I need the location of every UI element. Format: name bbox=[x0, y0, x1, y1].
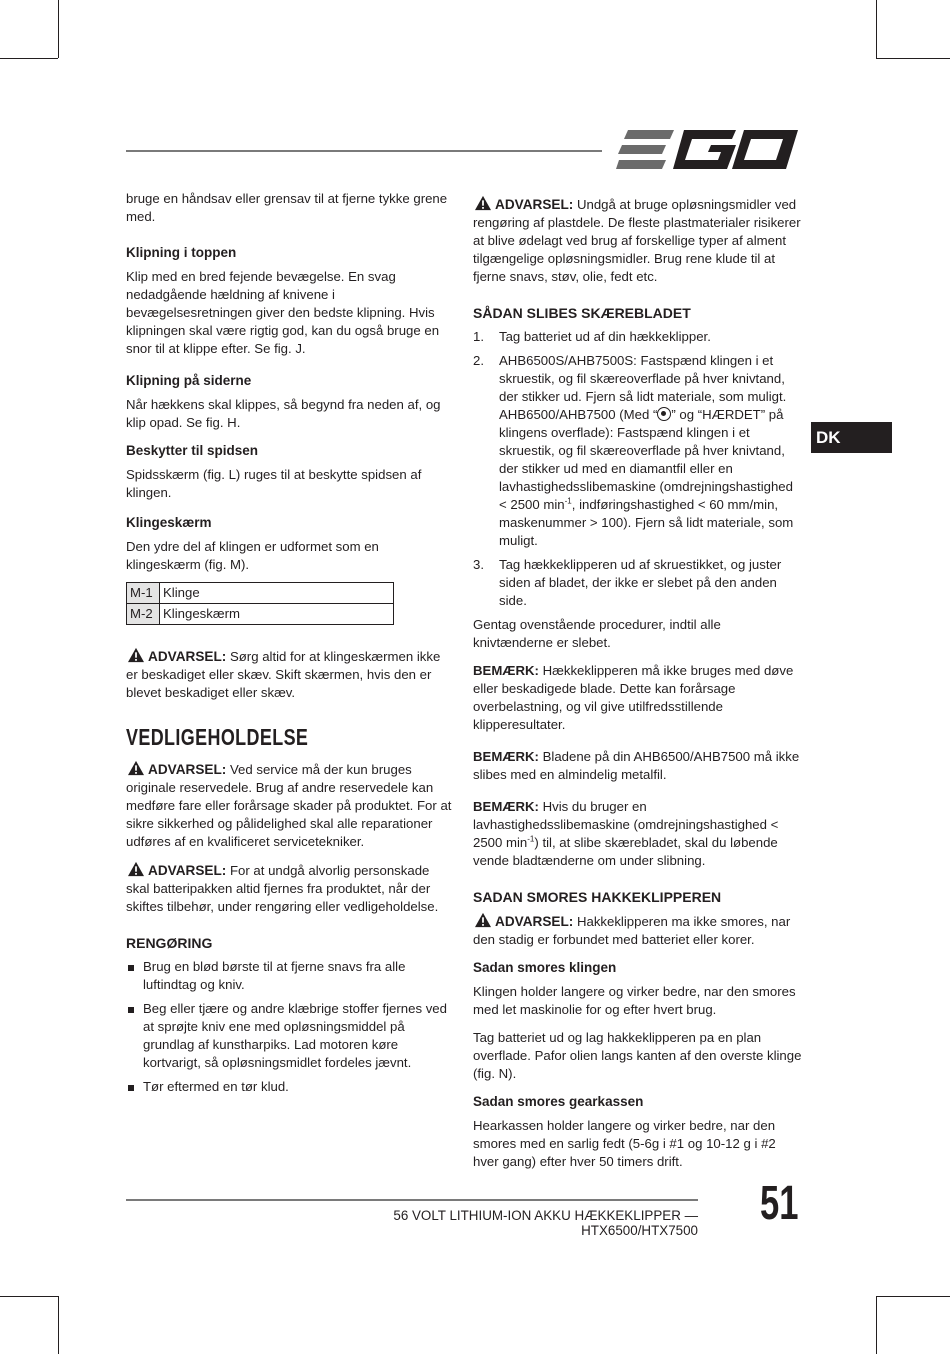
maintenance-heading: VEDLIGEHOLDELSE bbox=[126, 724, 309, 750]
warning-label: ADVARSEL: bbox=[495, 914, 574, 929]
warning-label: ADVARSEL: bbox=[148, 863, 227, 878]
side-cutting-text: Når hækkens skal klippes, så begynd fra neden af, og klip opad. Se fig. H. bbox=[126, 397, 441, 430]
step-text: Tag batteriet ud af din hækkeklipper. bbox=[499, 329, 711, 344]
language-tab bbox=[811, 422, 892, 453]
blade-guard-text: Den ydre del af klingen er udformet som en klingeskærm (fig. M). bbox=[126, 539, 379, 572]
blade-lube-heading: Sadan smores klingen bbox=[473, 960, 617, 975]
warning-triangle-icon bbox=[126, 861, 146, 877]
side-cutting-heading: Klipning på siderne bbox=[126, 373, 252, 388]
intro-paragraph: bruge en håndsav eller grensav til at fjerne tykke grene med. bbox=[126, 191, 448, 224]
cleaning-heading: RENGØRING bbox=[126, 935, 213, 951]
warning-triangle-icon bbox=[473, 195, 493, 211]
note-text: ) til, at slibe skærebladet, skal du løbende vende bladtænderne om under slibning. bbox=[473, 835, 778, 868]
gear-symbol-icon bbox=[657, 407, 671, 421]
note-metal-file bbox=[473, 748, 803, 784]
list-item-text: Beg eller tjære og andre klæbrige stoffer fjernes ved at sprøjte kniv ene med opløsningsmiddel på grundlag af kunstharpiks. Lad motoren køre kortvarigt, så opløsningsmidlet fordeles jævnt. bbox=[143, 1001, 447, 1070]
footer-rule bbox=[126, 1199, 698, 1201]
crop-mark bbox=[876, 0, 877, 58]
top-cutting-heading: Klipning i toppen bbox=[126, 245, 237, 260]
crop-mark bbox=[58, 0, 59, 58]
step-text: AHB6500S/AHB7500S: Fastspænd klingen i et skruestik, og fil skæreoverflade på hver knivtand, der stikker ud. Fjern så lidt materiale, som muligt. AHB6500/AHB7500 (Med “ bbox=[499, 353, 787, 422]
table-cell-code: M-1 bbox=[127, 583, 160, 604]
warning-triangle-icon bbox=[126, 647, 146, 663]
superscript: -1 bbox=[564, 496, 572, 506]
lubrication-heading: SADAN SMORES HAKKEKLIPPEREN bbox=[473, 889, 722, 905]
note-text: Hvis du bruger en lavhastighedsslibemaskine (omdrejningshastighed < 2500 min bbox=[473, 799, 779, 850]
warning-lubrication bbox=[473, 912, 803, 949]
tip-protector-heading: Beskytter til spidsen bbox=[126, 443, 259, 458]
bullet-square-icon bbox=[128, 1007, 134, 1013]
warning-text: Sørg altid for at klingeskærmen ikke er beskadiget eller skæv. Skift skærmen, hvis den er blevet beskadiget eller skæv. bbox=[126, 649, 441, 700]
warning-text: For at undgå alvorlig personskade skal batteripakken altid fjernes fra produktet, når der skiftes tilbehør, under rengøring eller vedligeholdelse. bbox=[126, 863, 439, 914]
step-number: 2. bbox=[473, 353, 484, 368]
warning-text: Undgå at bruge opløsningsmidler ved rengøring af plastdele. De fleste plastmaterialer risikerer at blive ødelagt ved brug af forskellige typer af alment tilgængelige opløsningsmidler. Brug rene klude til at fjerne snavs, støv, olie, fedt etc. bbox=[473, 197, 801, 284]
list-item bbox=[473, 328, 803, 346]
page-number: 51 bbox=[760, 1177, 799, 1230]
step-number: 3. bbox=[473, 557, 484, 572]
figure-legend-table bbox=[126, 582, 394, 625]
note-label: BEMÆRK: bbox=[473, 749, 539, 764]
warning-solvents bbox=[473, 195, 803, 286]
warning-label: ADVARSEL: bbox=[148, 649, 227, 664]
bullet-square-icon bbox=[128, 1085, 134, 1091]
warning-text: Ved service må der kun bruges originale reservedele. Brug af andre reservedele kan medføre fare eller forårsage skader på produktet. For at sikre sikkerhed og pålidelighed skal alle reparationer udføres af en kvalificeret servicetekniker. bbox=[126, 762, 452, 849]
list-item bbox=[126, 1000, 454, 1072]
left-column bbox=[126, 190, 454, 1102]
warning-label: ADVARSEL: bbox=[495, 197, 574, 212]
warning-blade-guard bbox=[126, 647, 454, 702]
list-item bbox=[126, 1078, 454, 1096]
sharpening-heading: SÅDAN SLIBES SKÆREBLADET bbox=[473, 305, 691, 321]
bullet-square-icon bbox=[128, 965, 134, 971]
table-cell-label: Klingeskærm bbox=[160, 604, 394, 625]
warning-label: ADVARSEL: bbox=[148, 762, 227, 777]
crop-mark bbox=[876, 1296, 877, 1354]
superscript: -1 bbox=[527, 834, 535, 844]
note-dull-blades bbox=[473, 662, 803, 734]
top-cutting-text: Klip med en bred fejende bevægelse. En svag nedadgående hældning af knivene i bevægelsesretningen giver den bedste klipning. Hvis klipningen skal være rigtig god, kan du også bruge en snor til at klippe efter. Se fig. J. bbox=[126, 269, 440, 356]
crop-mark bbox=[58, 1296, 59, 1354]
right-column bbox=[473, 195, 803, 1181]
list-item-text: Tør eftermed en tør klud. bbox=[143, 1079, 289, 1094]
warning-remove-battery bbox=[126, 861, 454, 916]
list-item-text: Brug en blød børste til at fjerne snavs fra alle luftindtag og kniv. bbox=[143, 959, 406, 992]
step-text: ” og “HÆRDET” på klingens overflade): Fastspænd klingen i et skruestik, og fil skæreoverflade på hver knivtand, der stikker ud med en diamantfil eller en lavhastighedsslibemaskine (omdrejningshastighed < 2500 min bbox=[499, 407, 793, 512]
ego-logo bbox=[616, 128, 800, 172]
crop-mark bbox=[0, 1296, 58, 1297]
note-grinder bbox=[473, 798, 803, 870]
step-text: , indføringshastighed < 60 mm/min, maskenummer > 100). Fjern så lidt materiale, som muligt. bbox=[499, 497, 794, 548]
list-item bbox=[126, 958, 454, 994]
note-label: BEMÆRK: bbox=[473, 799, 539, 814]
gearbox-lube-heading: Sadan smores gearkassen bbox=[473, 1094, 644, 1109]
step-number: 1. bbox=[473, 329, 484, 344]
crop-mark bbox=[876, 1296, 950, 1297]
note-label: BEMÆRK: bbox=[473, 663, 539, 678]
list-item bbox=[473, 352, 803, 550]
warning-service-parts bbox=[126, 760, 454, 851]
note-text: Hækkeklipperen må ikke bruges med døve eller beskadigede blade. Dette kan forårsage overbelastning, og vil give utilfredsstillende klipperesultater. bbox=[473, 663, 794, 732]
blade-lube-text: Tag batteriet ud og lag hakkeklipperen pa en plan overflade. Pafor olien langs kanten af den overste klinge (fig. N). bbox=[473, 1030, 802, 1081]
sharpening-steps bbox=[473, 328, 803, 610]
warning-text: Hakkeklipperen ma ikke smores, nar den stadig er forbundet med batteriet eller korer. bbox=[473, 914, 791, 947]
repeat-text: Gentag ovenstående procedurer, indtil alle knivtænderne er slebet. bbox=[473, 617, 721, 650]
blade-lube-text: Klingen holder langere og virker bedre, nar den smores med let maskinolie for og efter hvert brug. bbox=[473, 984, 796, 1017]
table-cell-code: M-2 bbox=[127, 604, 160, 625]
table-row bbox=[127, 583, 394, 604]
list-item bbox=[473, 556, 803, 610]
footer-title: 56 VOLT LITHIUM-ION AKKU HÆKKEKLIPPER — HTX6500/HTX7500 bbox=[393, 1208, 698, 1238]
header-rule bbox=[126, 150, 602, 152]
tip-protector-text: Spidsskærm (fig. L) ruges til at beskytte spidsen af klingen. bbox=[126, 467, 422, 500]
crop-mark bbox=[0, 58, 58, 59]
crop-mark bbox=[876, 58, 950, 59]
gearbox-lube-text: Hearkassen holder langere og virker bedre, nar den smores med en sarlig fedt (5-6g i #1 og 10-12 g i #2 hver gang) efter hver 50 timers drift. bbox=[473, 1118, 776, 1169]
step-text: Tag hækkeklipperen ud af skruestikket, og juster siden af bladet, der ikke er slebet på den anden side. bbox=[499, 557, 782, 608]
cleaning-list bbox=[126, 958, 454, 1096]
warning-triangle-icon bbox=[473, 912, 493, 928]
blade-guard-heading: Klingeskærm bbox=[126, 515, 212, 530]
warning-triangle-icon bbox=[126, 760, 146, 776]
table-cell-label: Klinge bbox=[160, 583, 394, 604]
table-row bbox=[127, 604, 394, 625]
note-text: Bladene på din AHB6500/AHB7500 må ikke slibes med en almindelig metalfil. bbox=[473, 749, 800, 782]
language-tab-label: DK bbox=[816, 428, 841, 447]
